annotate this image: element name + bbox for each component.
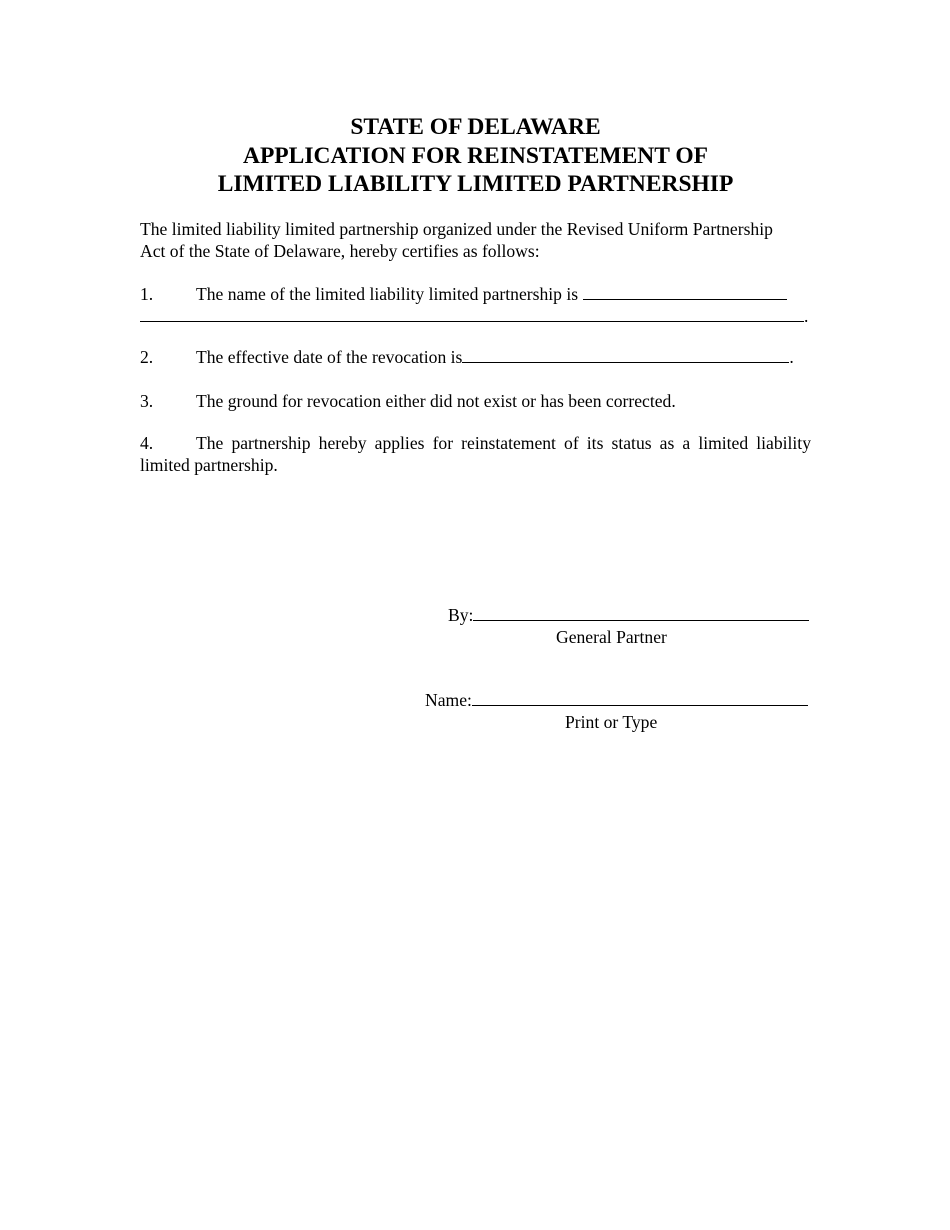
item-text: The effective date of the revocation is bbox=[196, 347, 463, 367]
item-end-period: . bbox=[804, 306, 809, 326]
item-number: 3. bbox=[140, 391, 154, 411]
partnership-name-field[interactable] bbox=[583, 283, 787, 300]
signature-name-line bbox=[425, 689, 808, 711]
item-text: The partnership hereby applies for reinstatement of its status as a limited liability bbox=[196, 433, 811, 453]
intro-line-1: The limited liability limited partnership organized under the Revised Uniform Partnership bbox=[140, 219, 773, 239]
item-text: The name of the limited liability limited partnership is bbox=[196, 284, 583, 304]
item-4-line-2: limited partnership. bbox=[140, 455, 278, 475]
title-line-application: APPLICATION FOR REINSTATEMENT OF bbox=[242, 142, 709, 169]
print-or-type-caption: Print or Type bbox=[565, 712, 658, 732]
general-partner-caption: General Partner bbox=[556, 627, 667, 647]
item-2-revocation-date bbox=[140, 346, 811, 368]
item-1-partnership-name bbox=[140, 283, 811, 305]
intro-paragraph bbox=[140, 218, 811, 262]
revocation-date-field[interactable] bbox=[462, 346, 789, 363]
item-1-partnership-name-continued bbox=[140, 305, 811, 327]
item-4-line-1 bbox=[140, 432, 811, 454]
item-number: 4. bbox=[140, 433, 154, 453]
printed-name-field[interactable] bbox=[472, 689, 808, 706]
by-label: By: bbox=[448, 605, 474, 625]
item-4-reinstatement-application bbox=[140, 432, 811, 476]
item-text: The ground for revocation either did not exist or has been corrected. bbox=[196, 391, 676, 411]
intro-line-2: Act of the State of Delaware, hereby certifies as follows: bbox=[140, 241, 540, 261]
general-partner-signature-field[interactable] bbox=[473, 604, 809, 621]
item-number: 2. bbox=[140, 347, 154, 367]
document-title bbox=[140, 113, 811, 199]
item-3-revocation-ground bbox=[140, 390, 811, 412]
signature-by-line bbox=[448, 604, 809, 626]
item-end-period: . bbox=[789, 347, 794, 367]
title-line-state: STATE OF DELAWARE bbox=[350, 114, 601, 140]
partnership-name-field-line-2[interactable] bbox=[140, 305, 804, 322]
title-line-entity-type: LIMITED LIABILITY LIMITED PARTNERSHIP bbox=[217, 171, 734, 197]
name-label: Name: bbox=[425, 690, 472, 710]
item-number: 1. bbox=[140, 284, 154, 304]
